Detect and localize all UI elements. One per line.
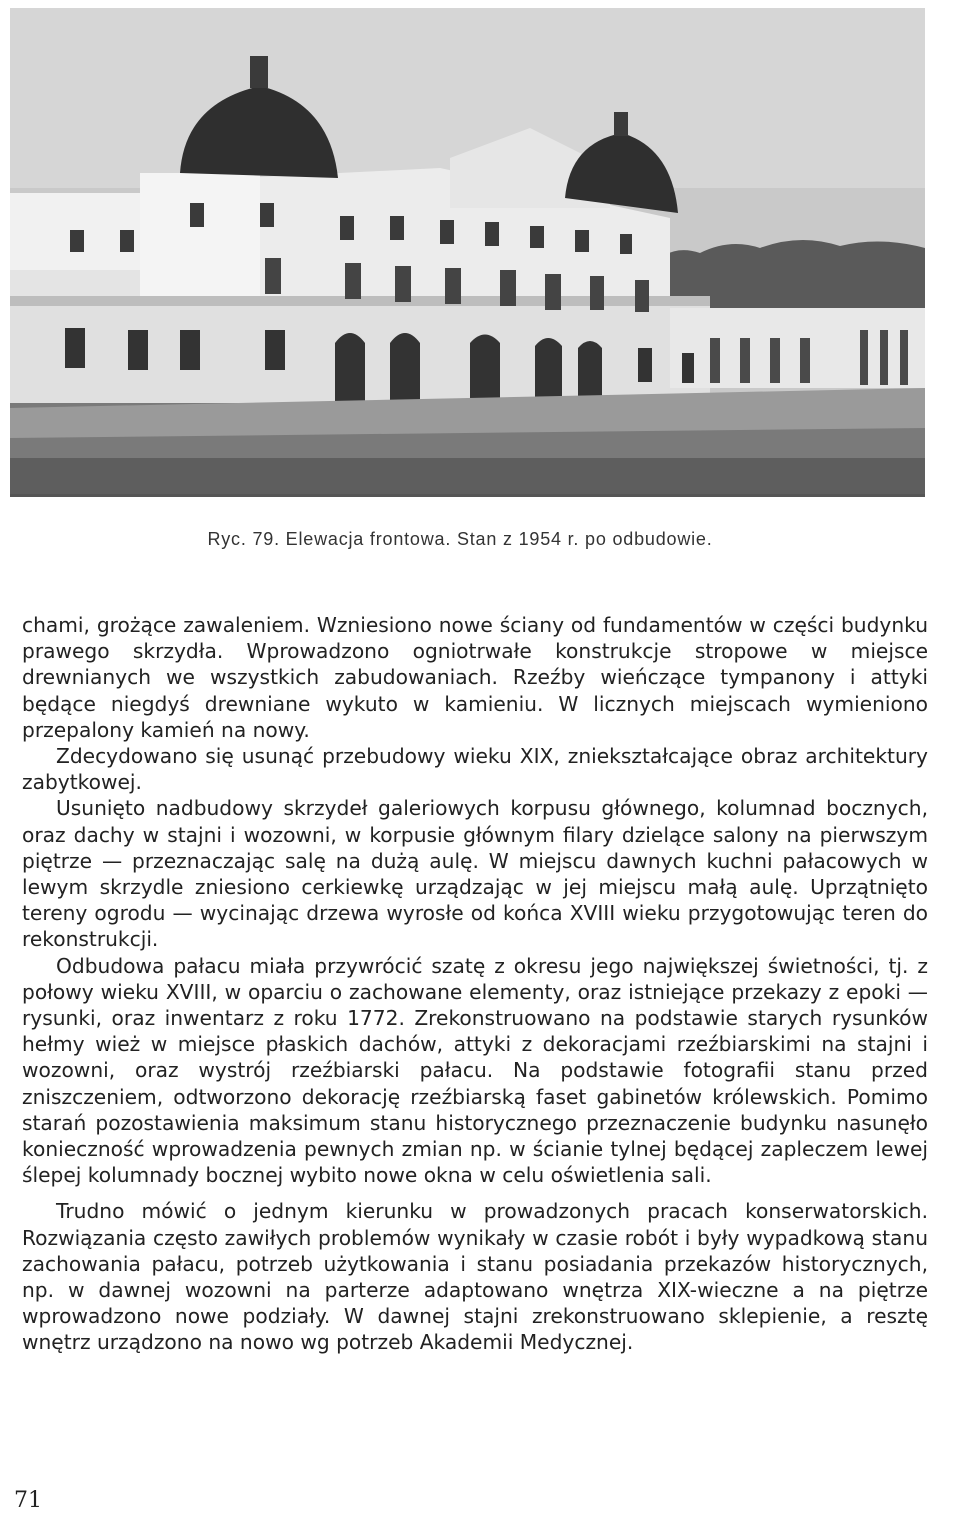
page-number: 71 (14, 1488, 42, 1513)
paragraph-3: Usunięto nadbudowy skrzydeł galeriowych korpusu głównego, kolumnad bocznych, oraz dachy w stajni i wozowni, w korpusie głównym filary dzielące salony na pierwszym piętrze — przeznaczając salę na dużą aulę. W miejscu dawnych kuchni pałacowych w lewym skrzydle zniesiono cerkiewkę urządzając w jej miejscu małą aulę. Uprzątnięto tereny ogrodu — wycinając drzewa wyrosłe od końca XVIII wieku przygotowując teren do rekonstrukcji. (22, 796, 928, 952)
palace-elevation-illustration (10, 8, 925, 494)
figure-caption: Ryc. 79. Elewacja frontowa. Stan z 1954 r. po odbudowie. (207, 529, 713, 549)
paragraph-5: Trudno mówić o jednym kierunku w prowadzonych pracach konserwatorskich. Rozwiązania często zawiłych problemów wynikały w czasie robót i były wypadkową stanu zachowania pałacu, potrzeb użytkowania i stanu posiadania przekazów historycznych, np. w dawnej wozowni na parterze adaptowano wnętrza XIX-wieczne a na piętrze wprowadzono nowe podziały. W dawnej stajni zrekonstruowano sklepienie, a resztę wnętrz urządzono na nowo wg potrzeb Akademii Medycznej. (22, 1199, 928, 1355)
body-text (22, 612, 928, 1356)
palace-photograph (10, 8, 925, 497)
paragraph-2: Zdecydowano się usunąć przebudowy wieku XIX, zniekształcające obraz architektury zabytkowej. (22, 744, 928, 795)
paragraph-1: chami, grożące zawaleniem. Wzniesiono nowe ściany od fundamentów w części budynku prawego skrzydła. Wprowadzono ogniotrwałe konstrukcje stropowe w miejsce drewnianych we wszystkich zabudowaniach. Rzeźby wieńczące tympanony i attyki będące niegdyś drewniane wykuto w kamieniu. W licznych miejscach wymieniono przepalony kamień na nowy. (22, 613, 928, 742)
paragraph-4: Odbudowa pałacu miała przywrócić szatę z okresu jego największej świetności, tj. z połowy wieku XVIII, w oparciu o zachowane elementy, oraz istniejące przekazy z epoki — rysunki, oraz inwentarz z roku 1772. Zrekonstruowano na podstawie starych rysunków hełmy wież w miejsce płaskich dachów, attyki z dekoracjami rzeźbiarskimi na stajni i wozowni, oraz wystrój rzeźbiarski pałacu. Na podstawie fotografii stanu przed zniszczeniem, odtworzono dekorację rzeźbiarską faset gabinetów królewskich. Pomimo starań pozostawienia maksimum stanu historycznego przeznaczenie budynku nasunęło konieczność wprowadzenia pewnych zmian np. w ścianie tylnej będącej zapleczem lewej ślepej kolumnady bocznej wybito nowe okna w celu oświetlenia sali. (22, 953, 928, 1188)
